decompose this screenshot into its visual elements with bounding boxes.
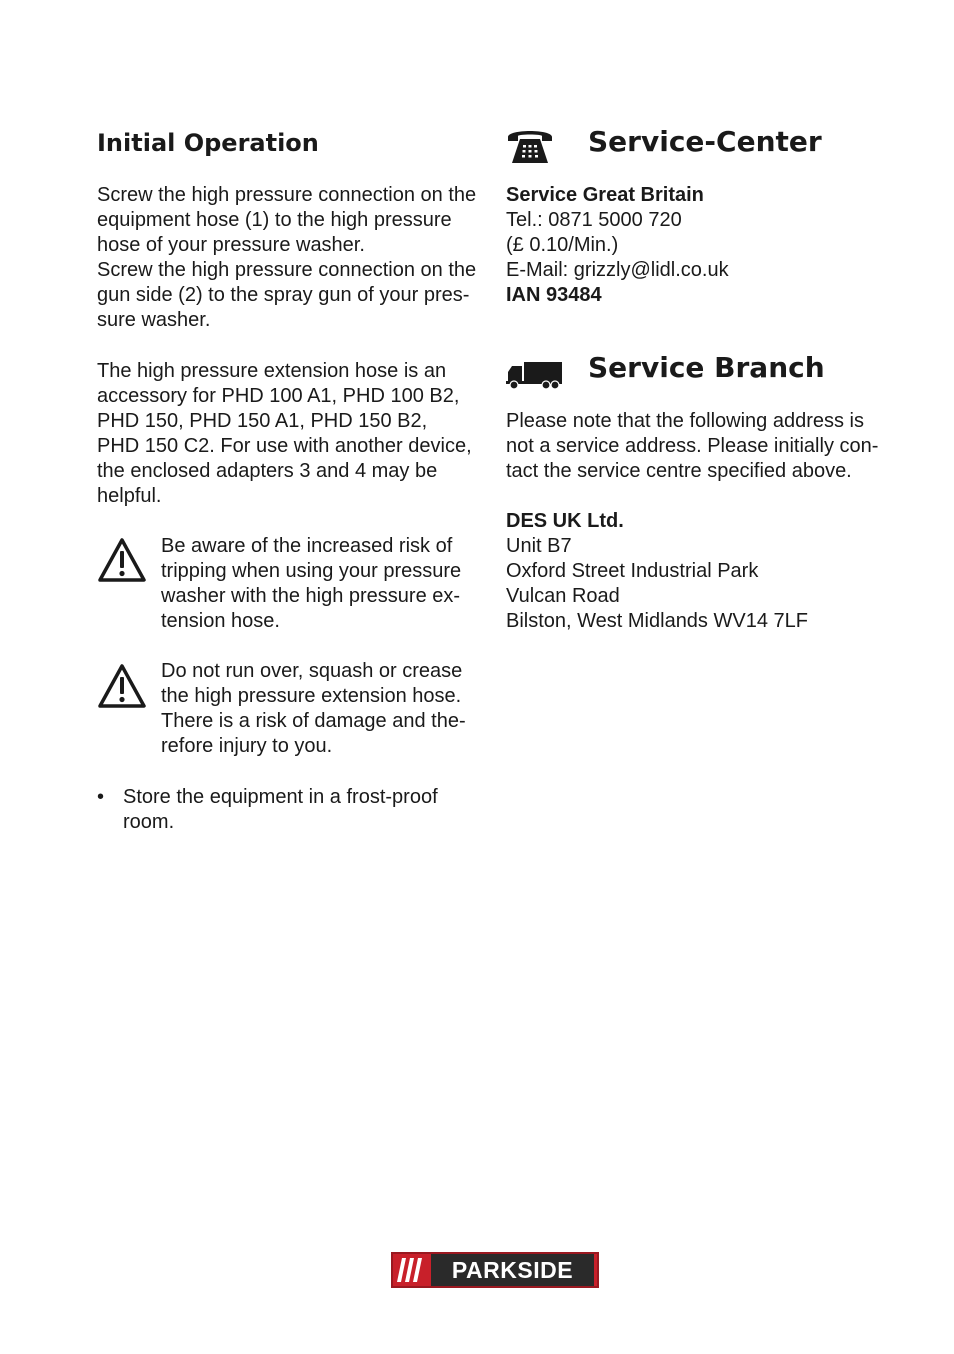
storage-instruction	[123, 785, 438, 835]
text-line: tripping when using your pressure	[161, 560, 462, 583]
text-line: Do not run over, squash or crease	[161, 660, 463, 682]
text-line: gun side (2) to the spray gun of your pres-	[97, 284, 470, 307]
text-line: PHD 150 C2. For use with another device,	[97, 435, 472, 458]
text-line: not a service address. Please initially con-	[506, 435, 879, 458]
email-address: E-Mail: grizzly@lidl.co.uk	[506, 259, 729, 282]
logo-wordmark: PARKSIDE	[431, 1254, 594, 1286]
service-heading: Service Great Britain	[506, 184, 704, 206]
accessory-compatibility	[97, 359, 472, 510]
address-line: Vulcan Road	[506, 585, 620, 608]
text-line: refore injury to you.	[161, 735, 333, 758]
text-line: the high pressure extension hose.	[161, 685, 462, 708]
hose-damage-warning	[161, 659, 466, 759]
ian-number: IAN 93484	[506, 284, 602, 307]
text-line: the enclosed adapters 3 and 4 may be	[97, 460, 438, 483]
text-line: helpful.	[97, 485, 162, 508]
service-branch-note	[506, 409, 878, 484]
service-branch-title: Service Branch	[588, 351, 825, 384]
warning-triangle-icon	[97, 537, 147, 583]
text-line: Be aware of the increased risk of	[161, 535, 453, 557]
text-line: There is a risk of damage and the-	[161, 710, 466, 733]
text-line: accessory for PHD 100 A1, PHD 100 B2,	[97, 385, 460, 408]
text-line: tact the service centre specified above.	[506, 460, 852, 483]
text-line: The high pressure extension hose is an	[97, 360, 447, 382]
text-line: PHD 150, PHD 150 A1, PHD 150 B2,	[97, 410, 428, 433]
text-line: sure washer.	[97, 309, 211, 332]
service-center-contact	[506, 183, 729, 308]
address-line: Unit B7	[506, 535, 572, 558]
service-center-title: Service-Center	[588, 125, 822, 158]
company-name: DES UK Ltd.	[506, 510, 624, 532]
truck-icon	[506, 360, 564, 390]
connection-instructions	[97, 183, 476, 334]
tripping-warning	[161, 534, 461, 634]
text-line: Please note that the following address is	[506, 410, 864, 432]
warning-triangle-icon	[97, 663, 147, 709]
text-line: room.	[123, 811, 175, 834]
call-rate: (£ 0.10/Min.)	[506, 234, 619, 257]
text-line: equipment hose (1) to the high pressure	[97, 209, 452, 232]
text-line: Screw the high pressure connection on the	[97, 184, 477, 206]
parkside-logo	[391, 1252, 599, 1288]
text-line: hose of your pressure washer.	[97, 234, 365, 257]
text-line: tension hose.	[161, 610, 280, 633]
address-line: Oxford Street Industrial Park	[506, 560, 759, 583]
phone-number: Tel.: 0871 5000 720	[506, 209, 682, 232]
telephone-icon	[506, 125, 554, 165]
text-line: Store the equipment in a frost-proof	[123, 786, 438, 808]
initial-operation-title: Initial Operation	[97, 129, 319, 157]
text-line: Screw the high pressure connection on the	[97, 259, 477, 282]
address-line: Bilston, West Midlands WV14 7LF	[506, 610, 808, 633]
logo-stripes-icon	[393, 1254, 431, 1286]
text-line: washer with the high pressure ex-	[161, 585, 461, 608]
bullet-marker: •	[97, 786, 105, 808]
branch-address	[506, 509, 808, 634]
